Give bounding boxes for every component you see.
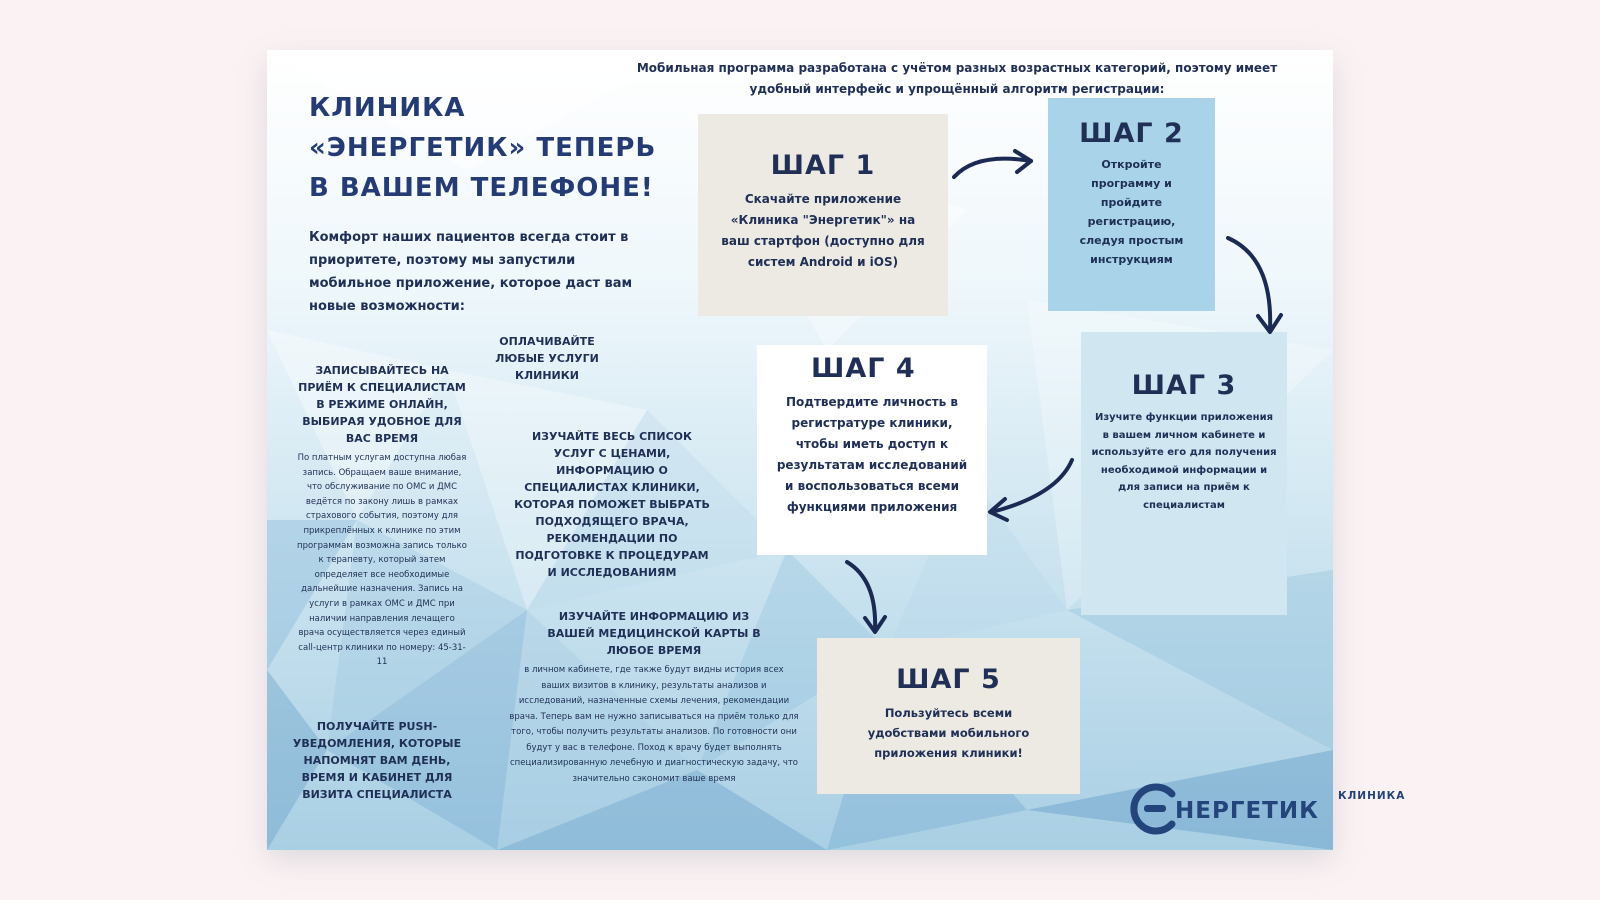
step-4-text: Подтвердите личность в регистратуре клиники, чтобы иметь доступ к результатам исследований и воспользоваться всеми функциями приложения bbox=[776, 395, 968, 514]
step-1-card bbox=[698, 114, 948, 316]
registration-note: Мобильная программа разработана с учётом разных возрастных категорий, поэтому имеет удобный интерфейс и упрощённый алгоритм регистрации: bbox=[636, 61, 1278, 96]
clinic-app-poster bbox=[267, 50, 1406, 850]
feature-push bbox=[282, 718, 472, 803]
step-2-title: ШАГ 2 bbox=[1079, 118, 1184, 149]
step-1-title: ШАГ 1 bbox=[770, 150, 876, 181]
step-4-title: ШАГ 4 bbox=[811, 353, 916, 384]
logo-text-small: КЛИНИКА bbox=[1338, 790, 1406, 802]
feature-medcard bbox=[509, 608, 799, 787]
step-3-text: Изучите функции приложения в вашем личном кабинете и используйте его для получения необходимой информации и для записи на приём к специалистам bbox=[1091, 412, 1277, 511]
poster-title: КЛИНИКА «ЭНЕРГЕТИК» ТЕПЕРЬ В ВАШЕМ ТЕЛЕФОНЕ! bbox=[309, 93, 657, 203]
feature-medcard-text: в личном кабинете, где также будут видны история всех ваших визитов в клинику, результаты анализов и исследований, назначенные схемы лечения, рекомендации врача. Теперь вам не нужно записываться на приём только для того, чтобы получить результаты анализов. По готовности они будут у вас в телефоне. Поход к врачу будет выполнять специализированную лечебную и диагностическую задачу, что значительно сэкономит ваше время bbox=[509, 665, 799, 784]
step-5-card bbox=[817, 638, 1080, 794]
feature-appointment-text: По платным услугам доступна любая запись. Обращаем ваше внимание, что обслуживание по ОМС и ДМС ведётся по закону лишь в рамках страхового события, поэтому для прикреплённых к клинике по этим программам возможна запись только к терапевту, который затем определяет все необходимые дальнейшие назначения. Запись на услуги в рамках ОМС и ДМС при наличии направления лечащего врача осуществляется через единый call-центр клиники по номеру: 45-31-11 bbox=[297, 453, 467, 668]
step-3-title: ШАГ 3 bbox=[1131, 370, 1237, 401]
step-2-card bbox=[1048, 98, 1215, 311]
intro-text: Комфорт наших пациентов всегда стоит в приоритете, поэтому мы запустили мобильное приложение, которое даст вам новые возможности: bbox=[309, 230, 633, 314]
step-1-text: Скачайте приложение «Клиника "Энергетик"» на ваш стартфон (доступно для систем Android и iOS) bbox=[721, 192, 925, 269]
step-3-card bbox=[1081, 332, 1287, 615]
logo-text-big: НЕРГЕТИК bbox=[1175, 798, 1319, 824]
step-4-card bbox=[757, 345, 987, 555]
feature-appointment-heading: ЗАПИСЫВАЙТЕСЬ НА ПРИЁМ К СПЕЦИАЛИСТАМ В РЕЖИМЕ ОНЛАЙН, ВЫБИРАЯ УДОБНОЕ ДЛЯ ВАС ВРЕМЯ bbox=[298, 364, 466, 445]
feature-payment-heading: ОПЛАЧИВАЙТЕ ЛЮБЫЕ УСЛУГИ КЛИНИКИ bbox=[495, 335, 599, 382]
feature-appointment bbox=[297, 362, 467, 670]
step-2-text: Откройте программу и пройдите регистрацию, следуя простым инструкциям bbox=[1079, 158, 1184, 266]
step-5-title: ШАГ 5 bbox=[896, 664, 1001, 695]
feature-services-heading: ИЗУЧАЙТЕ ВЕСЬ СПИСОК УСЛУГ С ЦЕНАМИ, ИНФОРМАЦИЮ О СПЕЦИАЛИСТАХ КЛИНИКИ, КОТОРАЯ ПОМОЖЕТ ВЫБРАТЬ ПОДХОДЯЩЕГО ВРАЧА, РЕКОМЕНДАЦИИ ПО ПОДГОТОВКЕ К ПРОЦЕДУРАМ И ИССЛЕДОВАНИЯМ bbox=[514, 430, 710, 579]
feature-payment bbox=[492, 333, 602, 384]
step-5-text: Пользуйтесь всеми удобствами мобильного приложения клиники! bbox=[867, 706, 1030, 760]
feature-services bbox=[512, 428, 712, 581]
feature-medcard-heading: ИЗУЧАЙТЕ ИНФОРМАЦИЮ ИЗ ВАШЕЙ МЕДИЦИНСКОЙ КАРТЫ В ЛЮБОЕ ВРЕМЯ bbox=[547, 610, 761, 657]
feature-push-heading: ПОЛУЧАЙТЕ PUSH-УВЕДОМЛЕНИЯ, КОТОРЫЕ НАПОМНЯТ ВАМ ДЕНЬ, ВРЕМЯ И КАБИНЕТ ДЛЯ ВИЗИТА СПЕЦИАЛИСТА bbox=[292, 720, 462, 801]
